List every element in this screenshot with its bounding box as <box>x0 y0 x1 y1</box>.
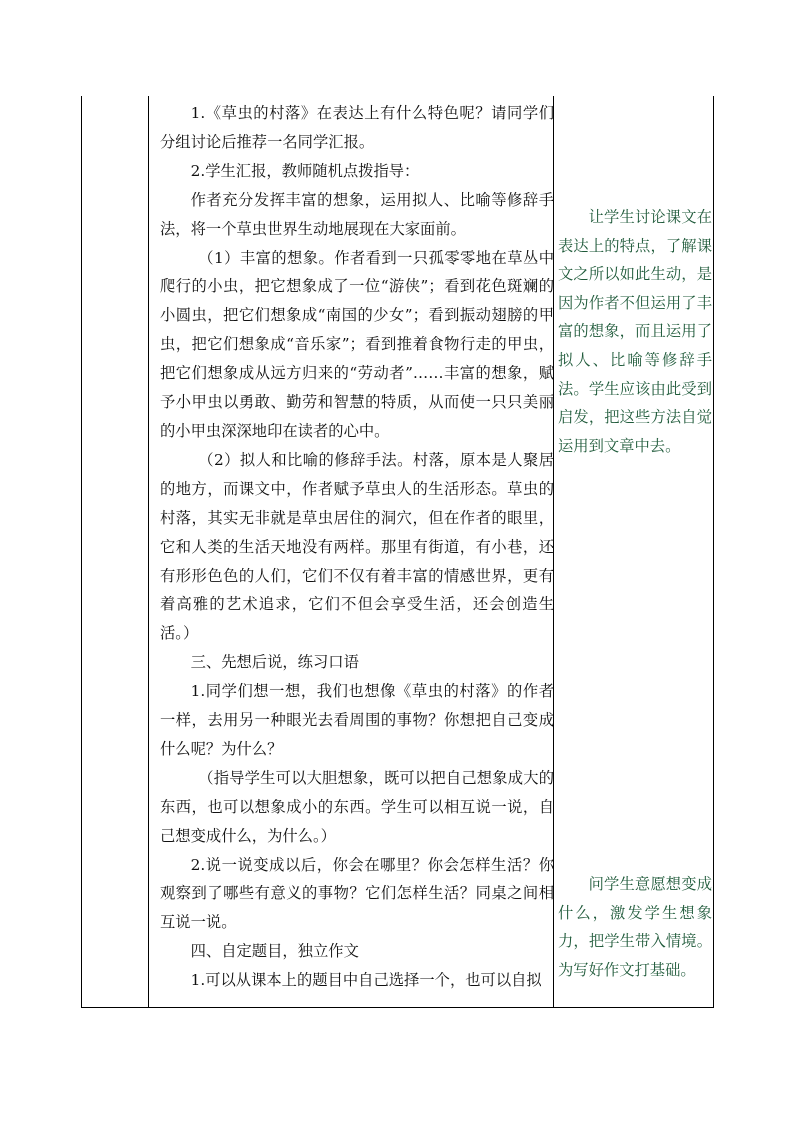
paragraph-rich-imagination: （1）丰富的想象。作者看到一只孤零零地在草丛中爬行的小虫，把它想象成了一位“游侠”；看到花色斑斓的小圆虫，把它们想象成“南国的少女”；看到振动翅膀的甲虫，把它们想象成“音乐家”；看到推着食物行走的甲虫，把它们想象成从远方归来的“劳动者”……丰富的想象，赋予小甲虫以勇敢、勤劳和智慧的特质，从而使一只只美丽的小甲虫深深地印在读者的心中。 <box>160 248 554 440</box>
table-border-right <box>713 96 714 1008</box>
side-note-text: 让学生讨论课文在表达上的特点，了解课文之所以如此生动，是因为作者不但运用了丰富的想象，而且运用了拟人、比喻等修辞手法。学生应该由此受到启发，把这些方法自觉运用到文章中去。 <box>558 208 712 455</box>
paragraph-talk-about-change: 2.说一说变成以后，你会在哪里？你会怎样生活？你观察到了哪些有意义的事物？它们怎样生活？同桌之间相互说一说。 <box>160 855 554 932</box>
paragraph-discussion-question: 1.《草虫的村落》在表达上有什么特色呢？请同学们分组讨论后推荐一名同学汇报。 <box>160 104 554 151</box>
section-heading-oral-practice: 三、先想后说，练习口语 <box>190 653 359 672</box>
table-border-inner <box>148 96 149 1008</box>
paragraph-summary: 作者充分发挥丰富的想象，运用拟人、比喻等修辞手法，将一个草虫世界生动地展现在大家面前。 <box>160 190 554 238</box>
table-border-left <box>81 96 82 1008</box>
lesson-content <box>160 99 554 995</box>
side-note-text: 问学生意愿想变成什么，激发学生想象力，把学生带入情境。为写好作文打基础。 <box>558 875 712 979</box>
paragraph-student-report: 2.学生汇报，教师随机点拨指导： <box>190 161 420 180</box>
paragraph-imagine-question: 1.同学们想一想，我们也想像《草虫的村落》的作者一样，去用另一种眼光去看周围的事物？你想把自己变成什么呢？为什么？ <box>160 682 554 758</box>
paragraph-personification: （2）拟人和比喻的修辞手法。村落，原本是人聚居的地方，而课文中，作者赋予草虫人的生活形态。草虫的村落，其实无非就是草虫居住的洞穴，但在作者的眼里，它和人类的生活天地没有两样。那里有街道，有小巷，还有形形色色的人们，它们不仅有着丰富的情感世界，更有着高雅的艺术追求，它们不但会享受生活，还会创造生活。） <box>160 450 554 643</box>
table-border-bottom <box>81 1007 714 1008</box>
paragraph-choose-topic: 1.可以从课本上的题目中自己选择一个，也可以自拟 <box>190 971 542 990</box>
side-note-imagination <box>558 870 712 984</box>
side-note-discussion <box>558 203 712 460</box>
paragraph-guidance: （指导学生可以大胆想象，既可以把自己想象成大的东西，也可以想象成小的东西。学生可以相互说一说，自己想变成什么，为什么。） <box>160 768 554 845</box>
section-heading-writing: 四、自定题目，独立作文 <box>190 942 359 961</box>
